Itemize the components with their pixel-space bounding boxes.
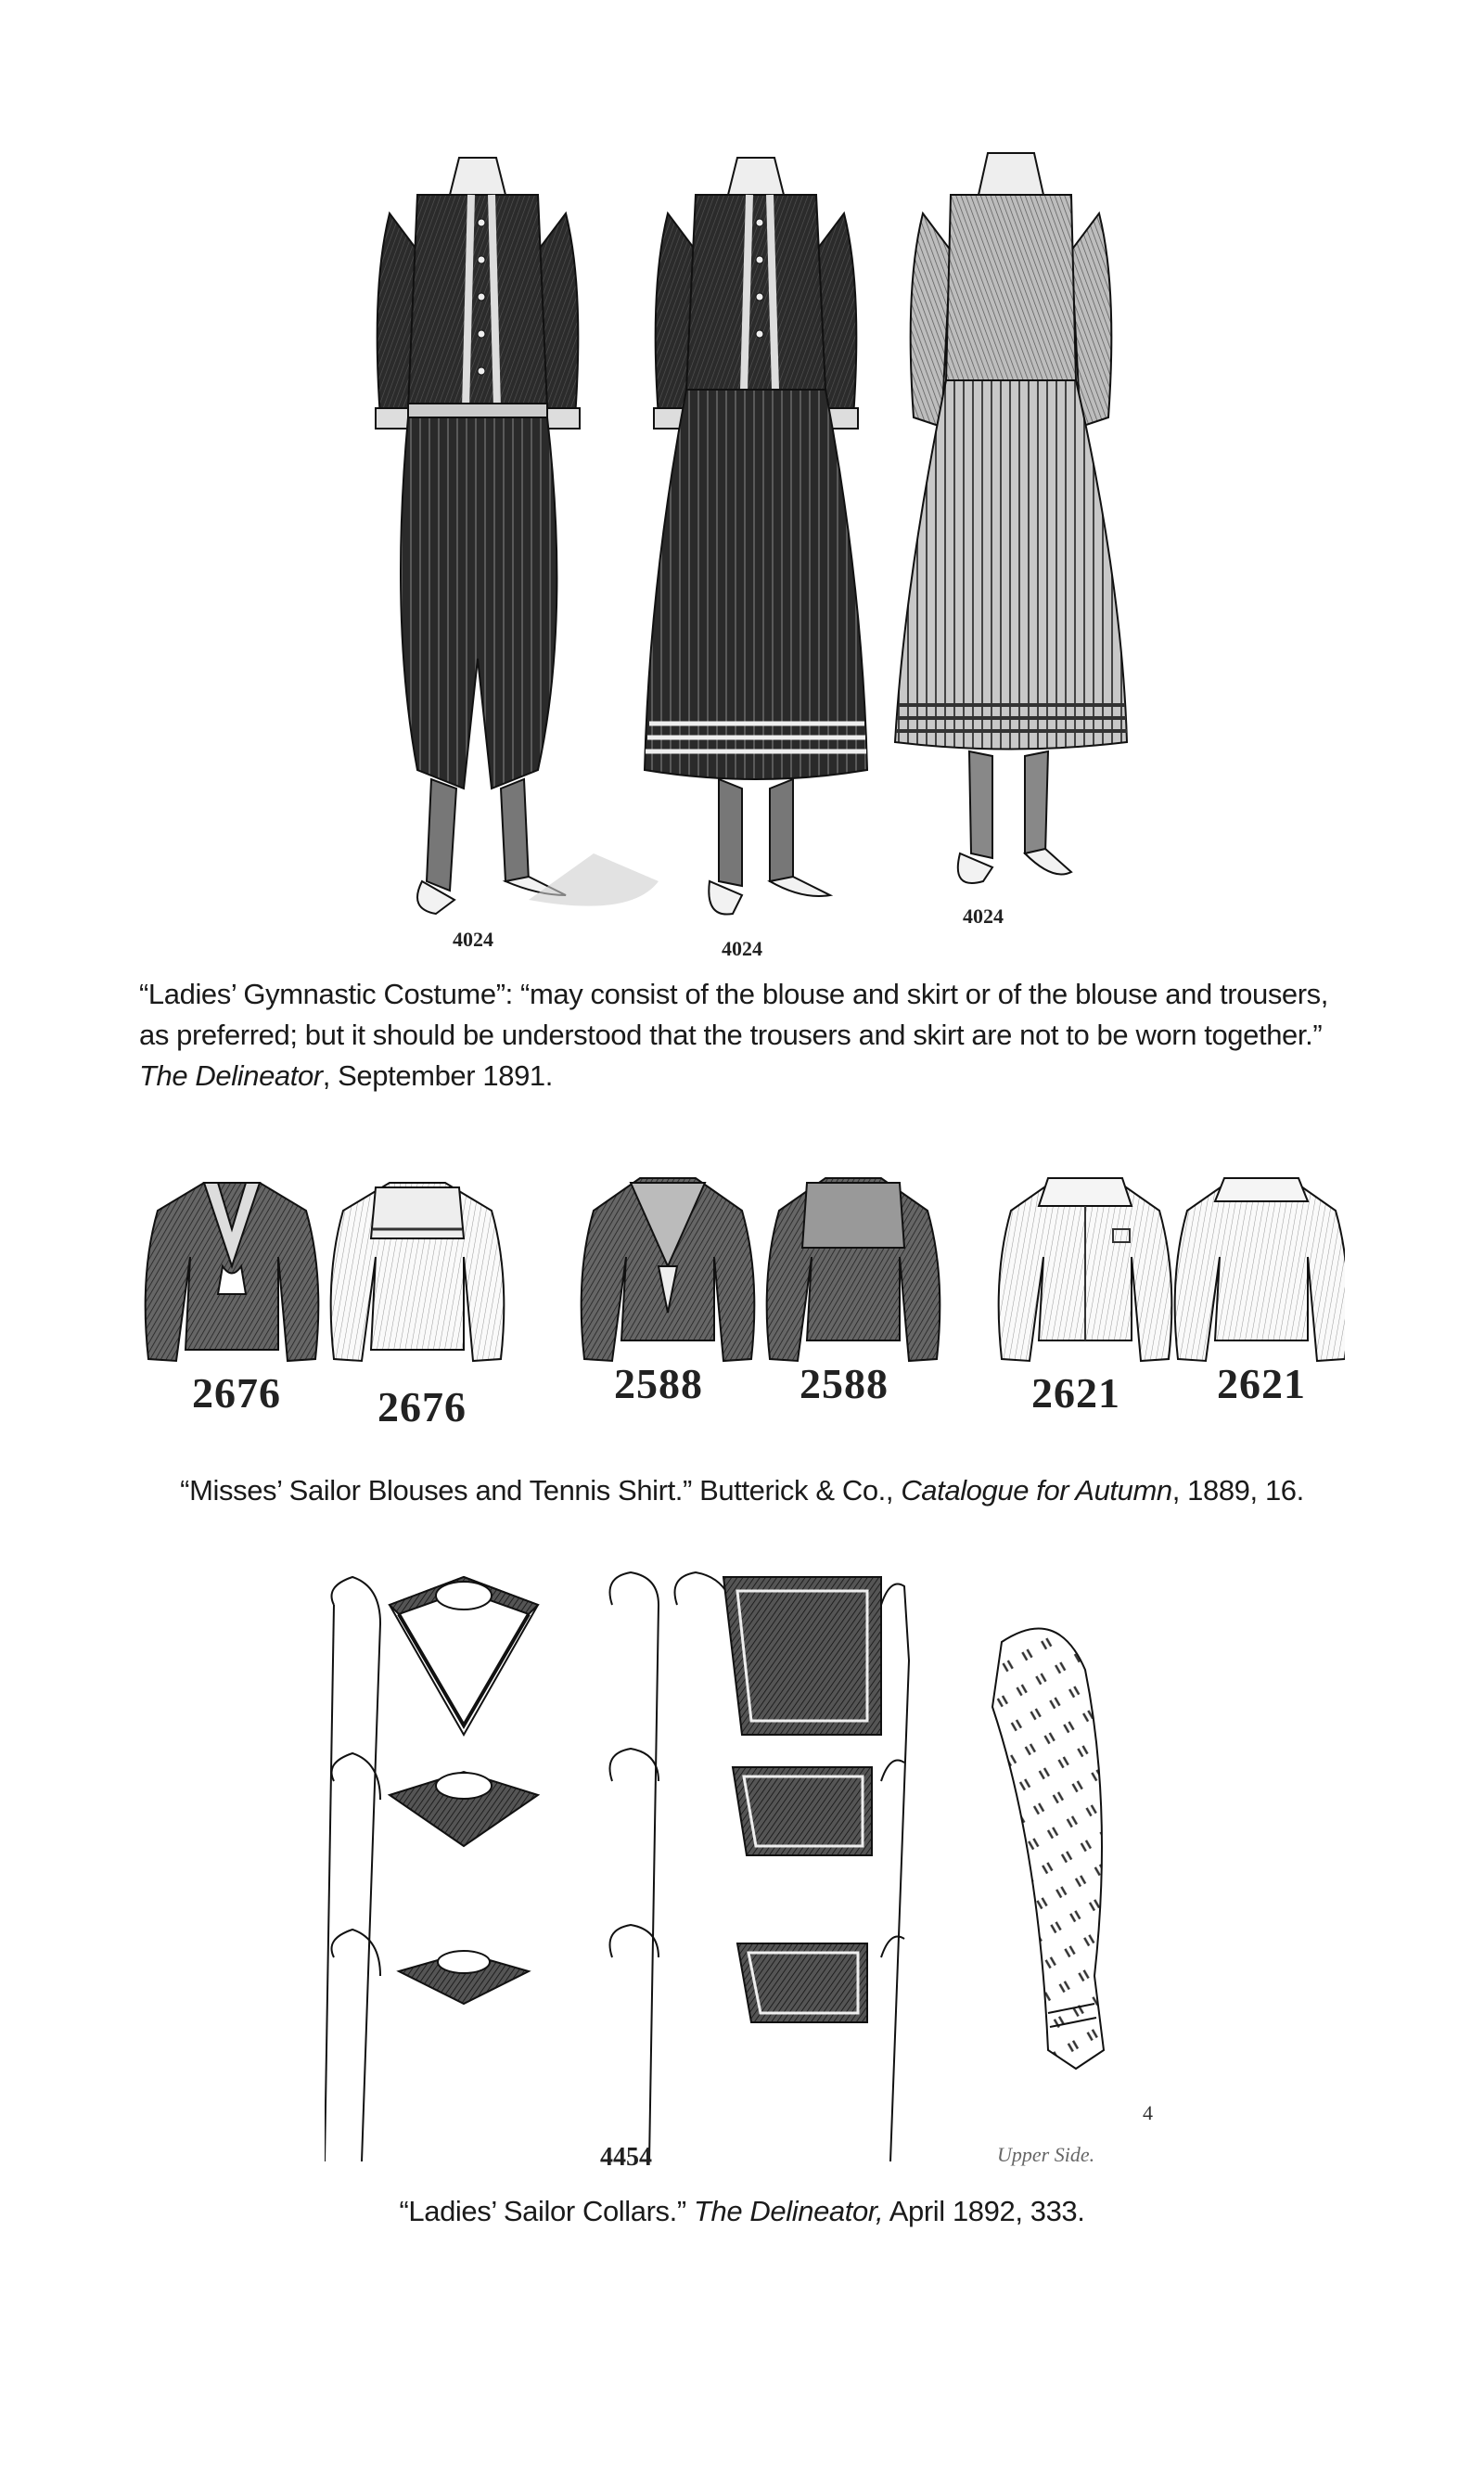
caption-sailor-collars-source: The Delineator, (694, 2195, 884, 2227)
caption-sailor-blouses-date: , 1889, 16. (1171, 1474, 1304, 1507)
sleeve-upper-side-label: Upper Side. (997, 2143, 1095, 2166)
sleeve-marker: 4 (1143, 2101, 1153, 2124)
caption-sailor-collars-text: “Ladies’ Sailor Collars.” (399, 2195, 694, 2227)
style-number-2621-a: 2621 (1031, 1369, 1120, 1417)
caption-gymnastic-costume (139, 974, 1345, 1097)
collar-front-small (399, 1951, 529, 2004)
style-number-4454: 4454 (600, 2143, 652, 2172)
style-number-4024-a: 4024 (453, 928, 493, 951)
figure-skirt-back (895, 153, 1127, 883)
caption-sailor-collars-date: April 1892, 333. (883, 2195, 1085, 2227)
blouse-2676-back (331, 1183, 505, 1361)
style-number-2676-a: 2676 (192, 1369, 281, 1417)
collar-front-large (390, 1577, 538, 1735)
blouse-2676-front (146, 1183, 319, 1361)
blouse-2588-back (767, 1178, 940, 1361)
caption-gymnastic-text: “Ladies’ Gymnastic Costume”: “may consist of the blouse and skirt or of the blouse and trousers, as preferred; but it should be understood that the trousers and skirt are not to be worn together.” (139, 978, 1328, 1051)
sleeve-pattern (992, 1628, 1104, 2069)
caption-sailor-blouses-source: Catalogue for Autumn (901, 1474, 1172, 1507)
collar-back-medium (733, 1767, 872, 1855)
style-number-4024-b: 4024 (722, 937, 762, 960)
collar-back-large (723, 1577, 881, 1735)
style-number-2588-a: 2588 (614, 1360, 703, 1407)
collar-back-small (737, 1943, 867, 2022)
figure-trousers-front (376, 158, 659, 914)
sailor-blouses-illustration (139, 1164, 1345, 1396)
sailor-collars-illustration (325, 1568, 1159, 2180)
blouse-2588-front (582, 1178, 755, 1361)
collar-front-medium (390, 1772, 538, 1846)
style-number-2676-b: 2676 (377, 1383, 467, 1430)
style-number-2621-b: 2621 (1217, 1360, 1306, 1407)
caption-sailor-blouses-text: “Misses’ Sailor Blouses and Tennis Shirt.” Butterick & Co., (180, 1474, 902, 1507)
shirt-2621-front (999, 1178, 1172, 1361)
caption-gymnastic-date: , September 1891. (322, 1059, 553, 1092)
caption-sailor-collars (93, 2191, 1391, 2232)
shirt-2621-back (1175, 1178, 1345, 1361)
caption-sailor-blouses (93, 1470, 1391, 1511)
caption-gymnastic-source: The Delineator (139, 1059, 323, 1092)
figure-skirt-front (645, 158, 867, 915)
style-number-2588-b: 2588 (800, 1360, 889, 1407)
style-number-4024-c: 4024 (963, 904, 1004, 928)
gymnastic-costume-illustration (352, 139, 1169, 955)
